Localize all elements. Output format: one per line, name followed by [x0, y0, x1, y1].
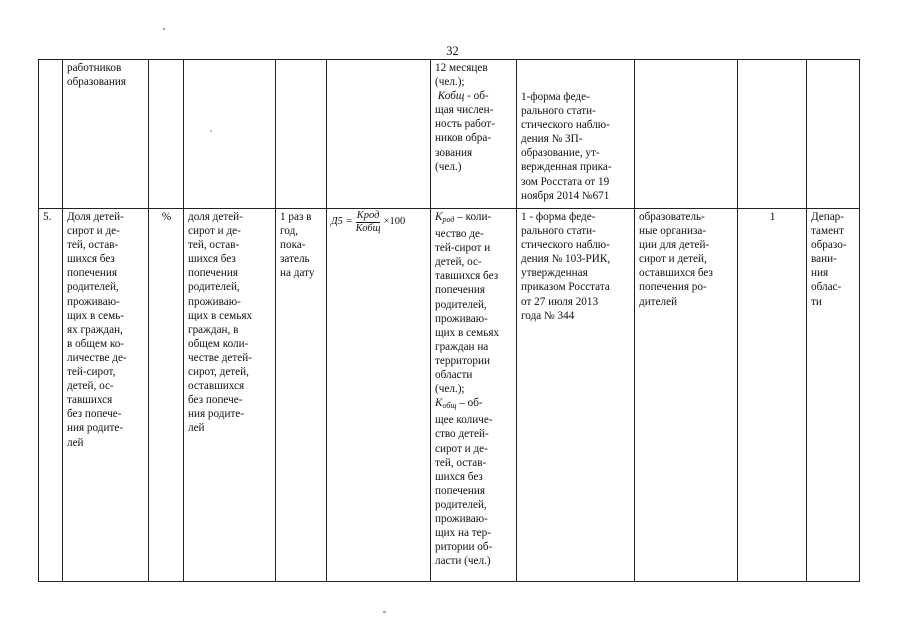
- cell-formula: [327, 60, 431, 209]
- text-line: [435, 89, 513, 103]
- text-line: родителей,: [435, 298, 487, 311]
- formula-lhs: Д5 =: [331, 216, 353, 228]
- kobsh-suffix: - об-: [464, 90, 489, 103]
- text-line: затель: [280, 253, 310, 266]
- kobsh-suffix: – об-: [456, 397, 483, 410]
- text-line: тей-сирот,: [67, 366, 116, 379]
- text-line: щих в семь-: [67, 309, 125, 322]
- text-line: ти: [811, 295, 822, 308]
- text-line: от 27 июля 2013: [521, 295, 599, 308]
- text-line: на дату: [280, 267, 315, 280]
- kobsh-symbol: Кобщ: [437, 90, 465, 103]
- text-line: [435, 396, 513, 413]
- cell-source: [517, 60, 635, 209]
- text-line: дителей: [639, 295, 678, 308]
- text-line: граждан на: [435, 340, 489, 353]
- cell-formula: [327, 209, 431, 582]
- text-line: тамент: [811, 225, 844, 238]
- cell-unit: [149, 60, 184, 209]
- text-line: проживаю-: [188, 295, 241, 308]
- scan-speck: [383, 611, 386, 613]
- formula-denominator: Кобщ: [355, 223, 381, 234]
- text-line: утвержденная: [521, 267, 588, 280]
- cell-responsible: [807, 209, 860, 582]
- text-line: ции для детей-: [639, 239, 710, 252]
- text-line: шихся без: [188, 253, 236, 266]
- text-line: родителей,: [188, 281, 240, 294]
- cell-calc: [431, 209, 517, 582]
- text-line: родителей,: [435, 498, 487, 511]
- text-line: области: [435, 369, 473, 382]
- text-line: дения № ЗП-: [521, 133, 583, 146]
- cell-name: [63, 209, 149, 582]
- text-line: общем коли-: [188, 337, 249, 350]
- text-line: щая числен-: [435, 104, 494, 117]
- text-line: стического наблю-: [521, 239, 610, 252]
- table-row: [39, 60, 860, 209]
- text-line: проживаю-: [435, 512, 488, 525]
- formula-numerator: Крод: [356, 210, 380, 221]
- text-line: сирот и де-: [188, 225, 241, 238]
- text-line: тавшихся без: [435, 270, 499, 283]
- text-line: ния: [811, 267, 829, 280]
- formula: [331, 210, 427, 235]
- text-line: без попече-: [67, 408, 122, 421]
- text-line: вани-: [811, 253, 837, 266]
- text-line: облас-: [811, 281, 842, 294]
- text-line: приказом Росстата: [521, 281, 610, 294]
- text-line: образователь-: [639, 211, 705, 223]
- text-line: тей, остав-: [188, 239, 240, 252]
- text-line: ритории об-: [435, 541, 493, 554]
- text-line: лей: [188, 422, 205, 435]
- table-row: [39, 209, 860, 582]
- text-line: честве детей-: [188, 351, 252, 364]
- text-line: сирот и детей,: [639, 253, 707, 266]
- cell-frequency: 1: [738, 209, 807, 582]
- text-line: ников обра-: [435, 132, 492, 145]
- cell-periodicity: [276, 60, 327, 209]
- text-line: год,: [280, 225, 299, 238]
- text-line: щее количе-: [435, 414, 493, 427]
- text-line: года № 344: [521, 309, 575, 322]
- text-line: рального стати-: [521, 105, 596, 118]
- text-line: граждан, в: [188, 323, 239, 336]
- text-line: тей, остав-: [67, 239, 119, 252]
- text-line: оставшихся без: [639, 267, 713, 280]
- indicator-table: [38, 59, 860, 582]
- text-line: пока-: [280, 239, 306, 252]
- kobsh-subscript: общ: [442, 401, 457, 411]
- text-line: работников: [67, 62, 122, 74]
- formula-fraction: [355, 210, 382, 235]
- kobsh-symbol: К: [435, 397, 443, 410]
- text-line: тей-сирот и: [435, 242, 491, 255]
- krod-symbol: К: [435, 211, 443, 223]
- text-line: шихся без: [435, 470, 483, 483]
- text-line: (чел.);: [435, 383, 465, 396]
- text-line: вержденная прика-: [521, 161, 612, 174]
- cell-responsible: [807, 60, 860, 209]
- text-line: шихся без: [67, 253, 115, 266]
- text-line: тей, остав-: [435, 456, 487, 469]
- text-line: образо-: [811, 239, 847, 252]
- text-line: ство детей-: [435, 428, 489, 441]
- text-line: тавшихся: [67, 394, 113, 407]
- text-line: территории: [435, 354, 490, 367]
- text-line: попечения ро-: [639, 281, 707, 294]
- text-line: без попече-: [188, 394, 243, 407]
- text-line: 12 месяцев: [435, 62, 488, 74]
- text-line: сирот и де-: [67, 225, 120, 238]
- text-line: доля детей-: [188, 211, 243, 223]
- text-line: лей: [67, 436, 84, 449]
- text-line: ния родите-: [188, 408, 245, 421]
- text-line: в общем ко-: [67, 337, 125, 350]
- text-line: рального стати-: [521, 225, 596, 238]
- page-number: 32: [446, 44, 459, 58]
- text-line: Доля детей-: [67, 211, 124, 223]
- text-line: попечения: [435, 484, 485, 497]
- cell-respondent: [635, 60, 738, 209]
- text-line: проживаю-: [435, 312, 488, 325]
- text-line: чество де-: [435, 228, 484, 241]
- text-line: щих в семьях: [188, 309, 253, 322]
- cell-definition: [184, 209, 276, 582]
- cell-num: [39, 60, 63, 209]
- text-line: щих на тер-: [435, 527, 491, 540]
- text-line: ния родите-: [67, 422, 124, 435]
- krod-suffix: – коли-: [454, 211, 492, 223]
- text-line: ноября 2014 №671: [521, 189, 610, 202]
- cell-definition: [184, 60, 276, 209]
- text-line: зования: [435, 146, 473, 159]
- cell-unit: %: [149, 209, 184, 582]
- krod-subscript: род: [442, 215, 455, 224]
- cell-periodicity: [276, 209, 327, 582]
- text-line: 1-форма феде-: [521, 91, 590, 103]
- text-line: зом Росстата от 19: [521, 175, 610, 188]
- text-line: личестве де-: [67, 351, 127, 364]
- text-line: Депар-: [811, 211, 845, 223]
- text-line: (чел.): [435, 160, 462, 173]
- text-line: ласти (чел.): [435, 555, 491, 568]
- text-line: [435, 210, 513, 227]
- text-line: оставшихся: [188, 380, 245, 393]
- cell-num: 5.: [39, 209, 63, 582]
- text-line: ях граждан,: [67, 323, 123, 336]
- text-line: дения № 103-РИК,: [521, 253, 611, 266]
- cell-calc: [431, 60, 517, 209]
- text-line: 1 - форма феде-: [521, 211, 596, 223]
- text-line: ность работ-: [435, 118, 495, 131]
- text-line: детей, ос-: [435, 256, 482, 269]
- text-line: попечения: [435, 284, 485, 297]
- text-line: образование, ут-: [521, 147, 600, 160]
- text-line: 1 раз в: [280, 211, 312, 223]
- text-line: ные организа-: [639, 225, 707, 238]
- formula-rhs: ×100: [383, 216, 406, 228]
- text-line: сирот, детей,: [188, 366, 249, 379]
- cell-source: [517, 209, 635, 582]
- text-line: детей, ос-: [67, 380, 114, 393]
- scan-speck: [163, 28, 165, 30]
- text-line: (чел.);: [435, 76, 465, 89]
- text-line: проживаю-: [67, 295, 120, 308]
- cell-name: [63, 60, 149, 209]
- text-line: родителей,: [67, 281, 119, 294]
- cell-frequency: [738, 60, 807, 209]
- text-line: сирот и де-: [435, 442, 488, 455]
- text-line: образования: [67, 76, 127, 89]
- text-line: стического наблю-: [521, 119, 610, 132]
- text-line: щих в семьях: [435, 326, 500, 339]
- text-line: попечения: [188, 267, 238, 280]
- text-line: попечения: [67, 267, 117, 280]
- cell-respondent: [635, 209, 738, 582]
